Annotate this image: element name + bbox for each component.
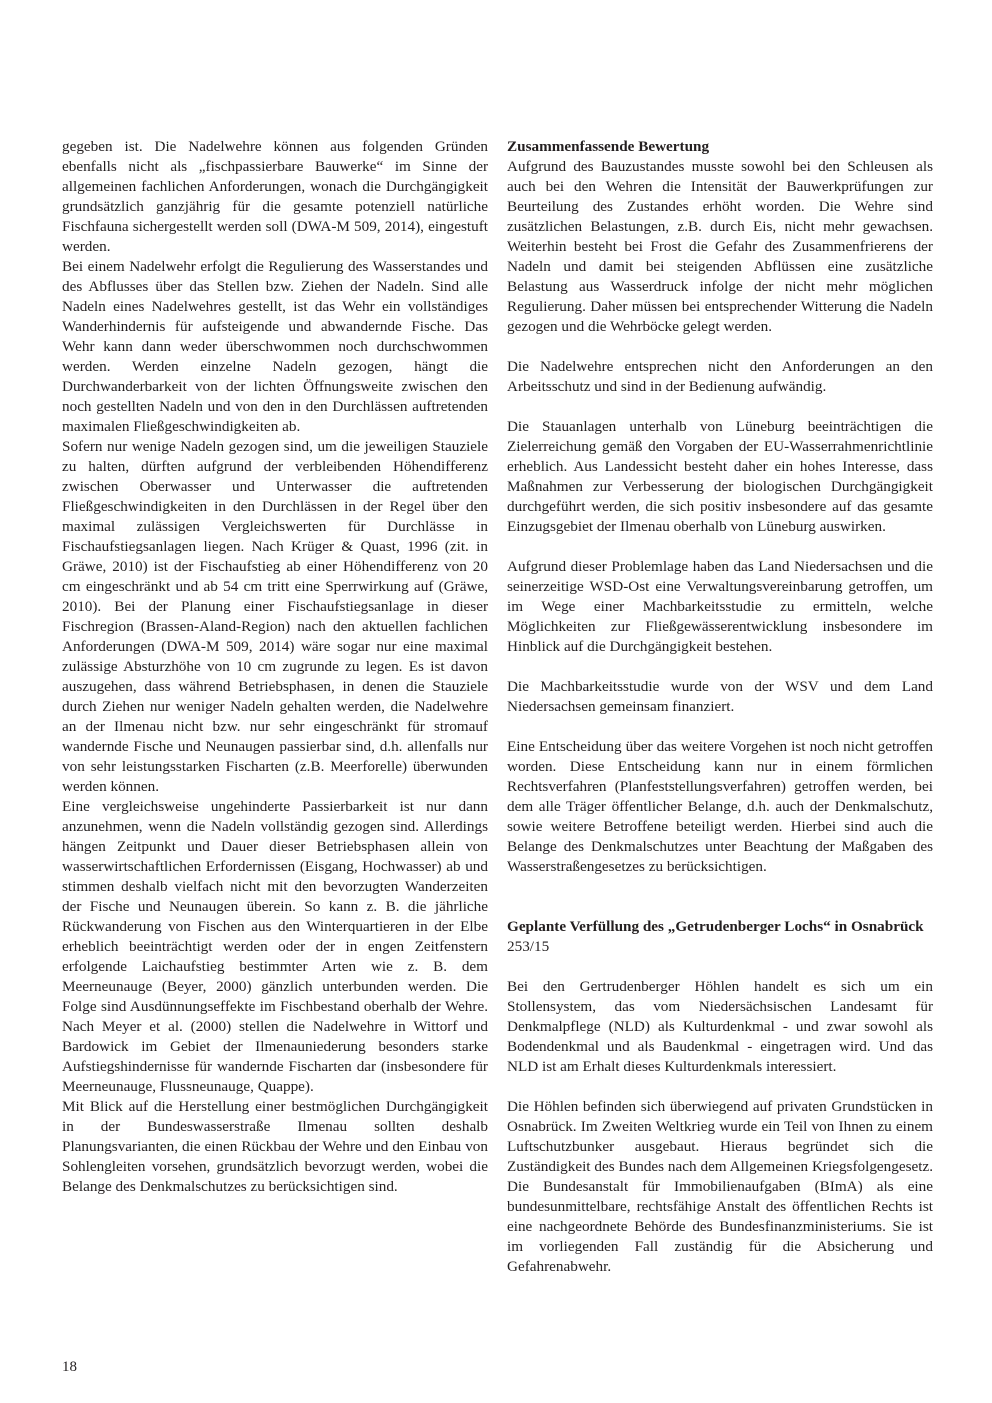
left-column xyxy=(62,137,488,1197)
paragraph: Eine vergleichsweise ungehinderte Passierbarkeit ist nur dann anzunehmen, wenn die Nadeln vollständig gezogen sind. Allerdings hängen Zeitpunkt und Dauer dieser Betriebsphasen allein von wasserwirtschaftlichen Erfordernissen (Eisgang, Hochwasser) ab und stimmen deshalb vielfach nicht mit den bevorzugten Wanderzeiten der Fische und Neunaugen überein. So kann z. B. die jährliche Rückwanderung von Fischen aus den Winterquartieren in der Elbe erheblich beeinträchtigt werden oder der in engen Zeitfenstern erfolgende Laichaufstieg bestimmter Arten wie z. B. dem Meerneunauge (Beyer, 2000) gänzlich unterbunden werden. Die Folge sind Ausdünnungseffekte im Fischbestand oberhalb der Wehre. Nach Meyer et al. (2000) stellen die Nadelwehre in Wittorf und Bardowick im Gebiet der Ilmenauniederung besonders starke Aufstiegshindernisse für wandernde Fischarten dar (insbesondere für Meerneunauge, Flussneunauge, Quappe). xyxy=(62,798,488,1095)
section-heading: Zusammenfassende Bewertung xyxy=(507,138,710,155)
right-column xyxy=(507,137,933,1277)
paragraph: Die Machbarkeitsstudie wurde von der WSV und dem Land Niedersachsen gemeinsam finanziert. xyxy=(507,678,933,715)
page-number: 18 xyxy=(62,1359,77,1375)
reference-number: 253/15 xyxy=(507,938,550,955)
paragraph: Die Nadelwehre entsprechen nicht den Anforderungen an den Arbeitsschutz und sind in der Bedienung aufwändig. xyxy=(507,358,933,395)
paragraph: Die Höhlen befinden sich überwiegend auf privaten Grundstücken in Osnabrück. Im Zweiten Weltkrieg wurde ein Teil von Ihnen zu einem Luftschutzbunker ausgebaut. Hieraus begründet sich die Zuständigkeit des Bundes nach dem Allgemeinen Kriegsfolgengesetz. Die Bundesanstalt für Immobilienaufgaben (BImA) als eine bundesunmittelbare, rechtsfähige Anstalt des öffentlichen Rechts ist eine nachgeordnete Behörde des Bundesfinanzministeriums. Sie ist im vorliegenden Fall zuständig für die Absicherung und Gefahrenabwehr. xyxy=(507,1098,933,1275)
paragraph: Eine Entscheidung über das weitere Vorgehen ist noch nicht getroffen worden. Diese Entscheidung kann nur in einem förmlichen Rechtsverfahren (Planfeststellungsverfahren) getroffen werden, bei dem alle Träger öffentlicher Belange, d.h. auch der Denkmalschutz, sowie weitere Betroffene beteiligt werden. Hierbei sind auch die Belange des Denkmalschutzes unter Beachtung der Maßgaben des Wasserstraßengesetzes zu berücksichtigen. xyxy=(507,738,933,875)
paragraph: Aufgrund des Bauzustandes musste sowohl bei den Schleusen als auch bei den Wehren die Intensität der Bauwerkprüfungen zur Beurteilung des Zustandes erhöht worden. Die Wehre sind zusätzlichen Belastungen, z.B. durch Eis, nicht mehr gewachsen. Weiterhin besteht bei Frost die Gefahr des Zusammenfrierens der Nadeln und damit bei steigenden Abflüssen eine zusätzliche Belastung aus Wasserdruck infolge der nicht mehr möglichen Regulierung. Daher müssen bei entsprechender Witterung die Nadeln gezogen und die Wehrböcke gelegt werden. xyxy=(507,158,933,335)
paragraph: Sofern nur wenige Nadeln gezogen sind, um die jeweiligen Stauziele zu halten, dürften aufgrund der verbleibenden Höhendifferenz zwischen Oberwasser und Unterwasser die auftretenden Fließgeschwindigkeiten in den Durchlässen in der Regel über den maximal zulässigen Vergleichswerten für Durchlässe in Fischaufstiegsanlagen liegen. Nach Krüger & Quast, 1996 (zit. in Gräwe, 2010) ist der Fischaufstieg ab einer Höhendifferenz von 20 cm eingeschränkt und ab 54 cm tritt eine Sperrwirkung auf (Gräwe, 2010). Bei der Planung einer Fischaufstiegsanlage in dieser Fischregion (Brassen-Aland-Region) nach den aktuellen fachlichen Anforderungen (DWA-M 509, 2014) wäre sogar nur eine maximal zulässige Absturzhöhe von 10 cm zugrunde zu legen. Es ist davon auszugehen, dass während Betriebsphasen, in denen die Stauziele durch Ziehen nur weniger Nadeln gehalten werden, die Nadelwehre an der Ilmenau nicht bzw. nur sehr eingeschränkt für stromauf wandernde Fische und Neunaugen passierbar sind, d.h. allenfalls nur von sehr leistungsstarken Fischarten (z.B. Meerforelle) überwunden werden können. xyxy=(62,438,488,795)
paragraph: gegeben ist. Die Nadelwehre können aus folgenden Gründen ebenfalls nicht als „fischpassierbare Bauwerke“ im Sinne der allgemeinen fachlichen Anforderungen, wonach die Durchgängigkeit grundsätzlich ganzjährig für die gesamte potenziell natürliche Fischfauna sichergestellt werden soll (DWA-M 509, 2014), eingestuft werden. xyxy=(62,138,488,255)
paragraph: Aufgrund dieser Problemlage haben das Land Niedersachsen und die seinerzeitige WSD-Ost eine Verwaltungsvereinbarung getroffen, um im Wege einer Machbarkeitsstudie zu ermitteln, welche Möglichkeiten zur Fließgewässerentwicklung insbesondere im Hinblick auf die Durchgängigkeit bestehen. xyxy=(507,558,933,655)
paragraph: Bei den Gertrudenberger Höhlen handelt es sich um ein Stollensystem, das vom Niedersächsischen Landesamt für Denkmalpflege (NLD) als Kulturdenkmal - und zwar sowohl als Bodendenkmal und als Baudenkmal - eingetragen wird. Und das NLD ist am Erhalt dieses Kulturdenkmals interessiert. xyxy=(507,978,933,1075)
section-heading: Geplante Verfüllung des „Getrudenberger Lochs“ in Osnabrück xyxy=(507,918,924,935)
paragraph: Die Stauanlagen unterhalb von Lüneburg beeinträchtigen die Zielerreichung gemäß den Vorgaben der EU-Wasserrahmenrichtlinie erheblich. Aus Landessicht besteht daher ein hohes Interesse, dass Maßnahmen zur Verbesserung der biologischen Durchgängigkeit durchgeführt werden, die sich positiv insbesondere auf das gesamte Einzugsgebiet der Ilmenau oberhalb von Lüneburg auswirken. xyxy=(507,418,933,535)
paragraph: Mit Blick auf die Herstellung einer bestmöglichen Durchgängigkeit in der Bundeswasserstraße Ilmenau sollten deshalb Planungsvarianten, die einen Rückbau der Wehre und den Einbau von Sohlengleiten vorsehen, grundsätzlich bevorzugt werden, wobei die Belange des Denkmalschutzes zu berücksichtigen sind. xyxy=(62,1098,488,1195)
paragraph: Bei einem Nadelwehr erfolgt die Regulierung des Wasserstandes und des Abflusses über das Stellen bzw. Ziehen der Nadeln. Sind alle Nadeln eines Nadelwehres gestellt, ist das Wehr ein vollständiges Wanderhindernis für aufsteigende und abwandernde Fische. Das Wehr kann dann weder überschwommen noch durchschwommen werden. Werden einzelne Nadeln gezogen, hängt die Durchwanderbarkeit von der lichten Öffnungsweite zwischen den noch gestellten Nadeln und von den in den Durchlässen auftretenden maximalen Fließgeschwindigkeiten ab. xyxy=(62,258,488,435)
